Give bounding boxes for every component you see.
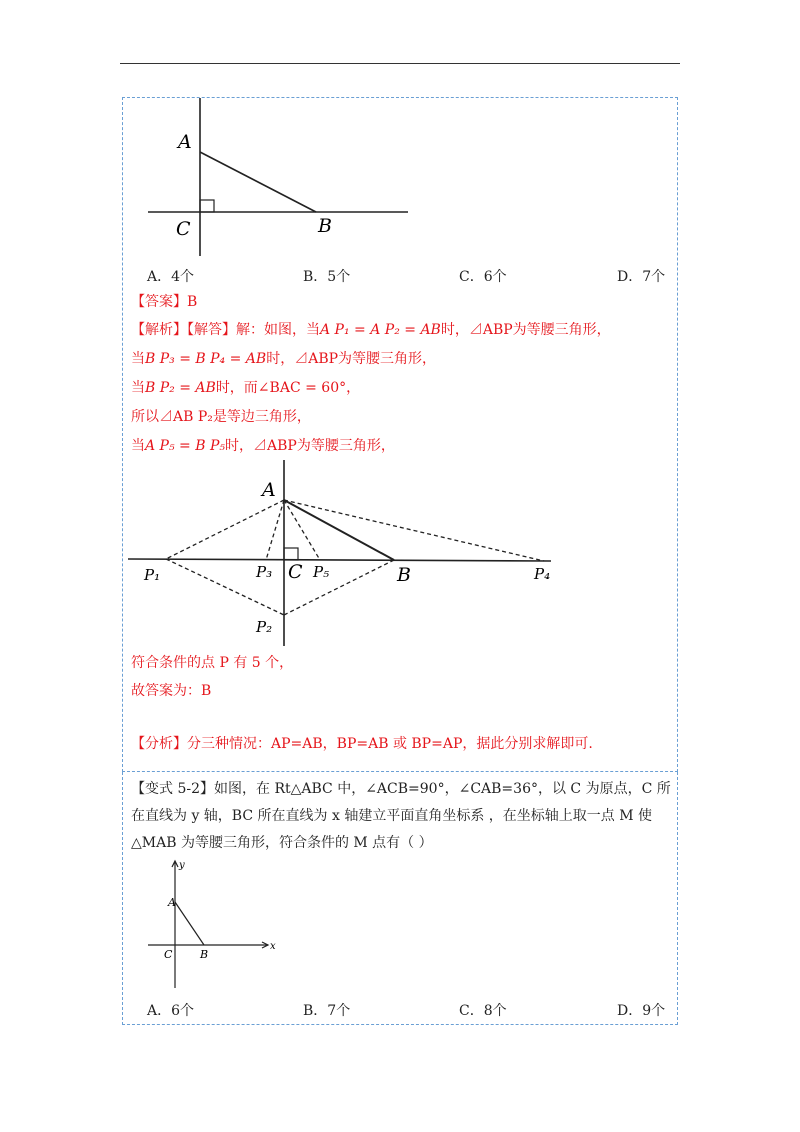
header-rule <box>120 63 680 64</box>
label-p1: P₁ <box>144 566 161 584</box>
label-p4: P₄ <box>534 565 551 583</box>
label-c: C <box>288 561 303 583</box>
figure-coordinate-triangle <box>140 858 280 993</box>
label-a: A <box>178 131 192 153</box>
analysis-line-2: 当B P₃ = B P₄ = AB时，⊿ABP为等腰三角形， <box>131 351 437 367</box>
label-p3: P₃ <box>256 563 273 581</box>
analysis-line-3: 当B P₂ = AB时，而∠BAC = 60°， <box>131 380 361 396</box>
q1-option-b[interactable]: B．5个 <box>303 269 351 285</box>
figure-right-triangle <box>140 98 420 258</box>
segment-ab <box>284 500 394 560</box>
q2-option-b[interactable]: B．7个 <box>303 1003 351 1019</box>
right-angle-mark <box>200 200 214 212</box>
q2-option-d[interactable]: D．9个 <box>617 1003 666 1019</box>
variant-line-3: △MAB 为等腰三角形，符合条件的 M 点有（ ） <box>131 835 433 851</box>
segment-ab <box>200 152 316 212</box>
label-c: C <box>176 218 191 240</box>
label-b: B <box>200 948 209 961</box>
dashed-lines <box>166 500 544 615</box>
label-p2: P₂ <box>256 618 273 636</box>
q2-option-c[interactable]: C．8个 <box>459 1003 507 1019</box>
analysis-line-5: 当A P₅ = B P₅时，⊿ABP为等腰三角形， <box>131 438 395 454</box>
q1-option-c[interactable]: C．6个 <box>459 269 507 285</box>
analysis-line-4: 所以⊿AB P₂是等边三角形， <box>131 409 311 425</box>
label-x: x <box>270 941 276 952</box>
answer-line: 【答案】B <box>131 294 198 310</box>
label-b: B <box>397 564 411 586</box>
label-a: A <box>262 479 276 501</box>
horizontal-line <box>128 559 551 561</box>
variant-line-2: 在直线为 y 轴，BC 所在直线为 x 轴建立平面直角坐标系 ，在坐标轴上取一点 M 使 <box>131 808 652 824</box>
q2-option-a[interactable]: A．6个 <box>147 1003 195 1019</box>
label-b: B <box>318 215 332 237</box>
figure-isosceles-points <box>126 460 566 650</box>
right-angle-mark <box>284 548 298 560</box>
conclusion-line-2: 故答案为：B <box>131 683 212 699</box>
fenxi-line: 【分析】分三种情况：AP=AB，BP=AB 或 BP=AP，据此分别求解即可. <box>131 736 593 752</box>
label-y: y <box>179 860 185 871</box>
q1-option-d[interactable]: D．7个 <box>617 269 666 285</box>
segment-ab <box>175 902 204 945</box>
q1-option-a[interactable]: A．4个 <box>147 269 195 285</box>
label-p5: P₅ <box>313 563 330 581</box>
label-a: A <box>168 896 176 909</box>
label-c: C <box>164 948 173 961</box>
conclusion-line-1: 符合条件的点 P 有 5 个， <box>131 655 294 671</box>
variant-line-1: 【变式 5-2】如图，在 Rt△ABC 中，∠ACB=90°，∠CAB=36°，以 C 为原点，C 所 <box>131 781 671 797</box>
analysis-line-1: 【解析】【解答】解：如图，当A P₁ = A P₂ = AB时，⊿ABP为等腰三角形， <box>131 322 611 338</box>
